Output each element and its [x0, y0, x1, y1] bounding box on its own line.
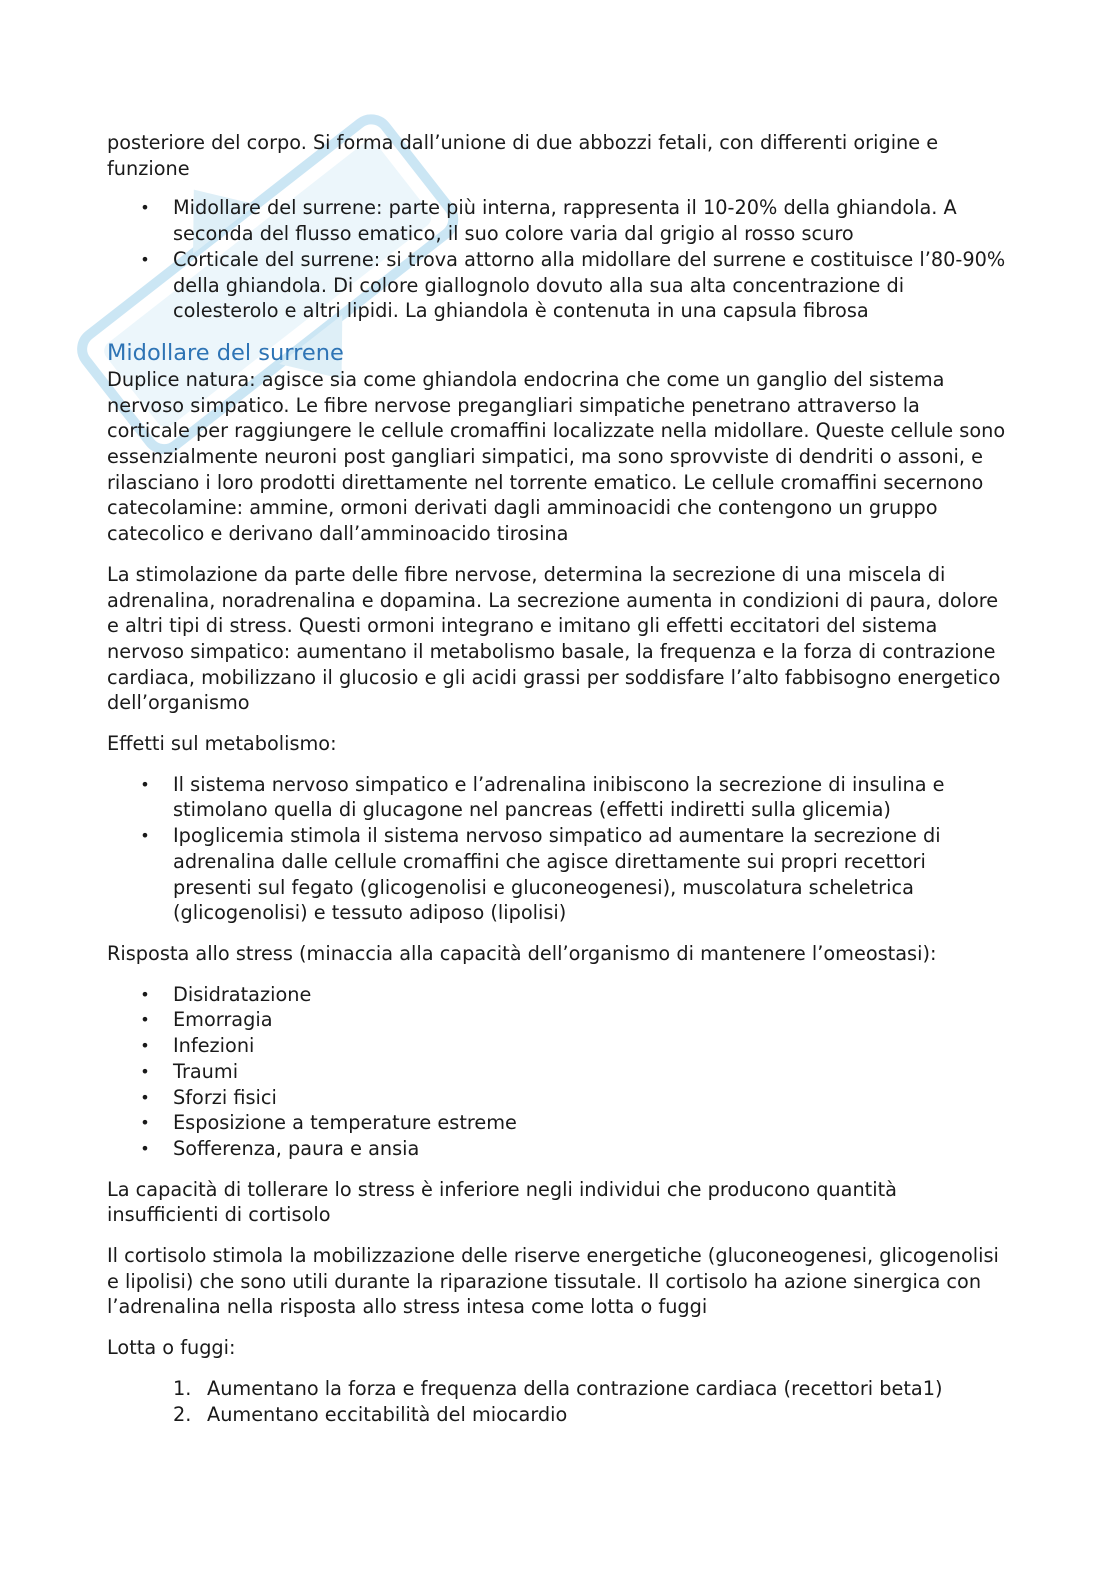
- list-item: [107, 1136, 1007, 1162]
- bullet-icon: •: [140, 1061, 150, 1081]
- list-item: [107, 1110, 1007, 1136]
- list-item: [107, 1033, 1007, 1059]
- bullet-icon: •: [140, 249, 150, 269]
- bullet-icon: •: [140, 1113, 150, 1133]
- list-number: 1.: [173, 1376, 192, 1400]
- list-item-text: Traumi: [173, 1059, 239, 1083]
- intro-paragraph: posteriore del corpo. Si forma dall’unione di due abbozzi fetali, con differenti origine e funzione: [107, 131, 939, 180]
- list-item-text: Midollare del surrene: parte più interna, rappresenta il 10-20% della ghiandola. A seconda del flusso ematico, il suo colore varia dal grigio al rosso scuro: [173, 196, 957, 246]
- bullet-icon: •: [140, 1087, 150, 1107]
- fight-title: Lotta o fuggi:: [107, 1336, 236, 1360]
- list-item: [107, 1402, 1007, 1428]
- bullet-icon: •: [140, 984, 150, 1004]
- list-item: [107, 1376, 1007, 1402]
- metabolism-title: Effetti sul metabolismo:: [107, 732, 337, 756]
- paragraph-tolleranza: La capacità di tollerare lo stress è inferiore negli individui che producono quantità insufficienti di cortisolo: [107, 1177, 897, 1227]
- bullet-icon: •: [140, 826, 150, 846]
- list-item-text: Aumentano la forza e frequenza della contrazione cardiaca (recettori beta1): [207, 1376, 943, 1400]
- list-item-text: Ipoglicemia stimola il sistema nervoso simpatico ad aumentare la secrezione di adrenalina dalle cellule cromaffini che agisce direttamente sui propri recettori presenti sul fegato (glicogenolisi e gluconeogenesi), muscolatura scheletrica (glicogenolisi) e tessuto adiposo (lipolisi): [173, 824, 941, 925]
- list-item: [107, 823, 1007, 926]
- section-heading: Midollare del surrene: [107, 339, 344, 366]
- bullet-icon: •: [140, 1138, 150, 1158]
- bullet-icon: •: [140, 198, 150, 218]
- list-item-text: Aumentano eccitabilità del miocardio: [207, 1402, 568, 1426]
- intro-list: [107, 195, 1007, 324]
- metabolism-list: [107, 772, 1007, 926]
- list-item: [107, 1085, 1007, 1111]
- list-item: [107, 247, 1007, 324]
- bullet-icon: •: [140, 1036, 150, 1056]
- list-item-text: Sforzi fisici: [173, 1085, 277, 1109]
- bullet-icon: •: [140, 1010, 150, 1030]
- fight-list: [107, 1376, 1007, 1427]
- list-item-text: Disidratazione: [173, 982, 312, 1006]
- list-item: [107, 772, 1007, 823]
- bullet-icon: •: [140, 774, 150, 794]
- list-item: [107, 195, 1007, 246]
- list-item-text: Esposizione a temperature estreme: [173, 1111, 517, 1135]
- document-page: [107, 130, 1007, 1442]
- list-item-text: Infezioni: [173, 1034, 255, 1058]
- list-item: [107, 1059, 1007, 1085]
- list-item-text: Corticale del surrene: si trova attorno alla midollare del surrene e costituisce l’80-90% della ghiandola. Di colore giallognolo dovuto alla sua alta concentrazione di colesterolo e altri lipidi. La ghiandola è contenuta in una capsula fibrosa: [173, 247, 1006, 323]
- paragraph-stimolazione: La stimolazione da parte delle fibre nervose, determina la secrezione di una miscela di adrenalina, noradrenalina e dopamina. La secrezione aumenta in condizioni di paura, dolore e altri tipi di stress. Questi ormoni integrano e imitano gli effetti eccitatori del sistema nervoso simpatico: aumentano il metabolismo basale, la frequenza e la forza di contrazione cardiaca, mobilizzano il glucosio e gli acidi grassi per soddisfare l’alto fabbisogno energetico dell’organismo: [107, 562, 1001, 715]
- list-item: [107, 1007, 1007, 1033]
- list-item-text: Emorragia: [173, 1008, 273, 1032]
- list-item-text: Il sistema nervoso simpatico e l’adrenalina inibiscono la secrezione di insulina e stimolano quella di glucagone nel pancreas (effetti indiretti sulla glicemia): [173, 772, 945, 822]
- paragraph-cortisolo: Il cortisolo stimola la mobilizzazione delle riserve energetiche (gluconeogenesi, glicogenolisi e lipolisi) che sono utili durante la riparazione tissutale. Il cortisolo ha azione sinergica con l’adrenalina nella risposta allo stress intesa come lotta o fuggi: [107, 1244, 999, 1319]
- paragraph-duplice-natura: Duplice natura: agisce sia come ghiandola endocrina che come un ganglio del sistema nervoso simpatico. Le fibre nervose pregangliari simpatiche penetrano attraverso la corticale per raggiungere le cellule cromaffini localizzate nella midollare. Queste cellule sono essenzialmente neuroni post gangliari simpatici, ma sono sprovviste di dendriti o assoni, e rilasciano i loro prodotti direttamente nel torrente ematico. Le cellule cromaffini secernono catecolamine: ammine, ormoni derivati dagli amminoacidi che contengono un gruppo catecolico e derivano dall’amminoacido tirosina: [107, 367, 1006, 546]
- list-item: [107, 982, 1007, 1008]
- stress-list: [107, 982, 1007, 1162]
- list-number: 2.: [173, 1402, 192, 1426]
- list-item-text: Sofferenza, paura e ansia: [173, 1136, 420, 1160]
- stress-title: Risposta allo stress (minaccia alla capacità dell’organismo di mantenere l’omeostasi):: [107, 941, 937, 965]
